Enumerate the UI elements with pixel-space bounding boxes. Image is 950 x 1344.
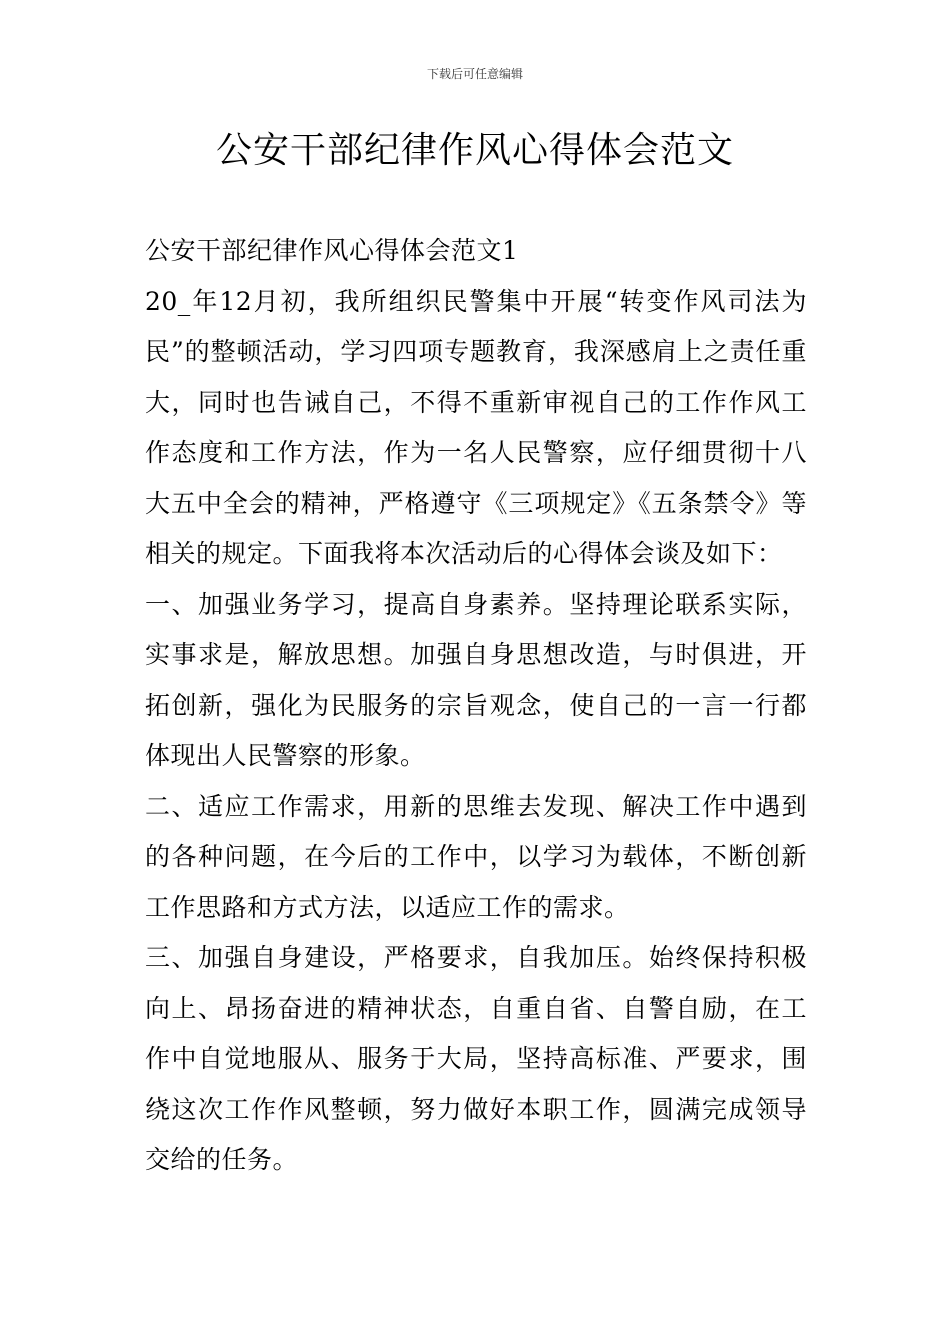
document-title: 公安干部纪律作风心得体会范文 [215, 130, 734, 171]
document-body [145, 226, 807, 1186]
paragraph-intro: 20_年12月初，我所组织民警集中开展“转变作风司法为民”的整顿活动，学习四项专题教育，我深感肩上之责任重大，同时也告诫自己，不得不重新审视自己的工作作风工作态度和工作方法，作为一名人民警察，应仔细贯彻十八大五中全会的精神，严格遵守《三项规定》《五条禁令》等相关的规定。下面我将本次活动后的心得体会谈及如下： [145, 286, 807, 568]
download-note: 下载后可任意编辑 [426, 67, 523, 81]
section-heading: 公安干部纪律作风心得体会范文1 [145, 236, 519, 265]
paragraph-point-3: 三、加强自身建设，严格要求，自我加压。始终保持积极向上、昂扬奋进的精神状态，自重自省、自警自励，在工作中自觉地服从、服务于大局，坚持高标准、严要求，围绕这次工作作风整顿，努力做好本职工作，圆满完成领导交给的任务。 [145, 943, 807, 1174]
paragraph-point-2: 二、适应工作需求，用新的思维去发现、解决工作中遇到的各种问题，在今后的工作中，以学习为载体，不断创新工作思路和方式方法，以适应工作的需求。 [145, 791, 807, 922]
paragraph-point-1: 一、加强业务学习，提高自身素养。坚持理论联系实际，实事求是，解放思想。加强自身思想改造，与时俱进，开拓创新，强化为民服务的宗旨观念，使自己的一言一行都体现出人民警察的形象。 [145, 589, 807, 770]
